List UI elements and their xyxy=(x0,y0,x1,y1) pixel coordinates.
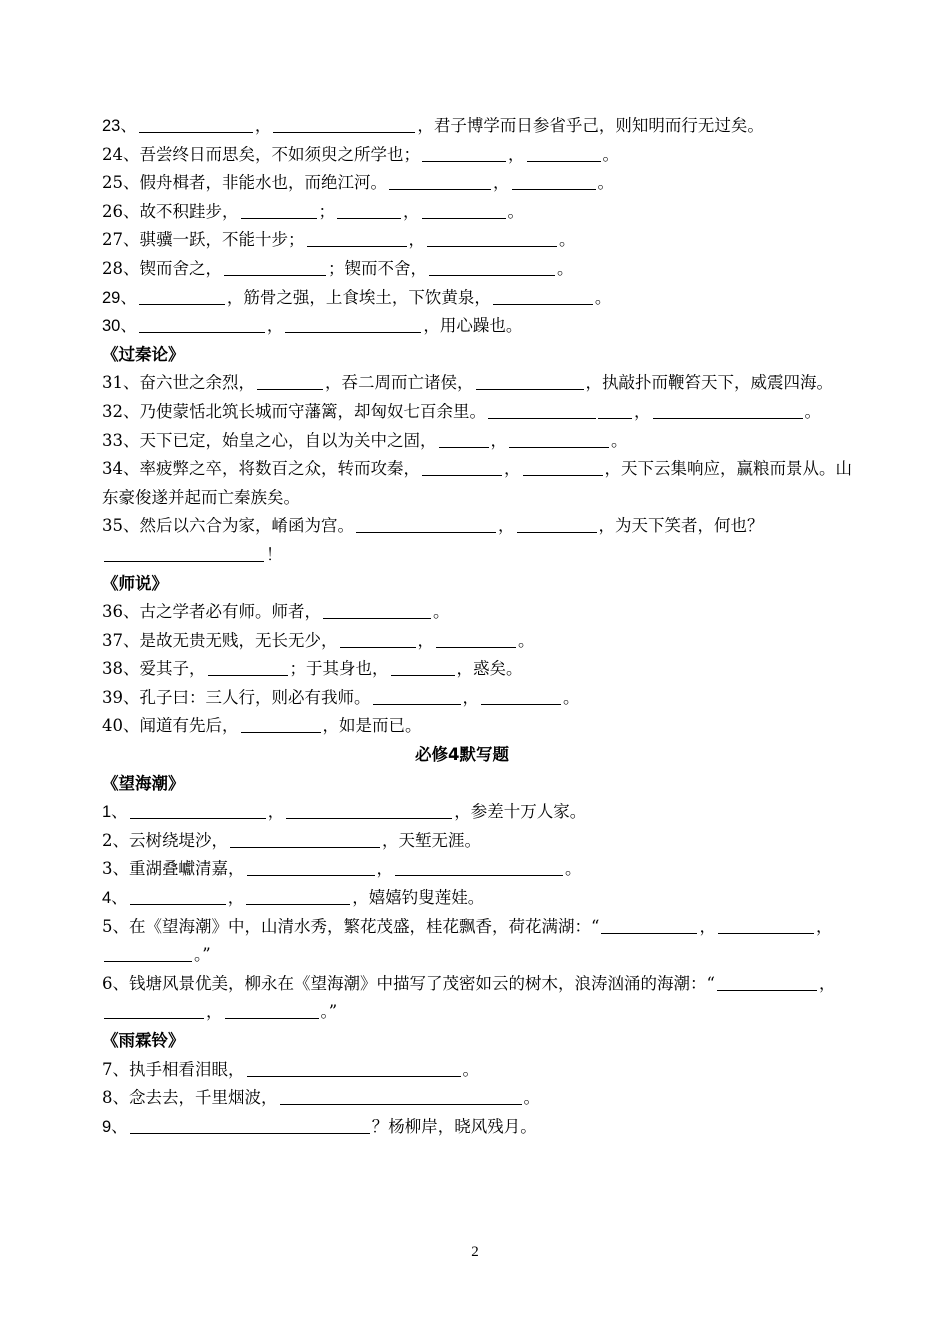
question-w2: 2、云树绕堤沙， ，天堑无涯。 xyxy=(102,830,481,850)
answer-blank[interactable] xyxy=(104,1001,204,1019)
answer-blank[interactable] xyxy=(373,687,461,705)
answer-blank[interactable] xyxy=(427,229,557,247)
answer-blank[interactable] xyxy=(481,687,561,705)
question-35: 35、然后以六合为家，崤函为宫。 ， ，为天下笑者，何也？！ xyxy=(102,516,764,564)
answer-blank[interactable] xyxy=(429,258,555,276)
question-30: 30、 ， ，用心躁也。 xyxy=(102,316,523,336)
question-w1: 1、 ， ，参差十万人家。 xyxy=(102,802,587,822)
section-title-yulinling: 《雨霖铃》 xyxy=(102,1031,185,1050)
answer-blank[interactable] xyxy=(436,629,516,647)
answer-blank[interactable] xyxy=(337,200,401,218)
section-title-wanghaichao: 《望海潮》 xyxy=(102,773,185,793)
answer-blank[interactable] xyxy=(241,715,321,733)
question-y9: 9、 ？杨柳岸，晓风残月。 xyxy=(102,1116,537,1136)
question-36: 36、古之学者必有师。师者， 。 xyxy=(102,602,450,622)
question-37: 37、是故无贵无贱，无长无少， ， 。 xyxy=(102,630,535,650)
answer-blank[interactable] xyxy=(395,858,563,876)
question-38: 38、爱其子， ；于其身也， ，惑矣。 xyxy=(102,659,523,679)
answer-blank[interactable] xyxy=(139,115,253,133)
question-23: 23、 ， ，君子博学而日参省乎己，则知明而行无过矣。 xyxy=(102,116,764,135)
section-title-shishuo: 《师说》 xyxy=(102,573,168,593)
question-32: 32、乃使蒙恬北筑长城而守藩篱，却匈奴七百余里。 ， 。 xyxy=(102,401,821,421)
answer-blank[interactable] xyxy=(247,858,375,876)
answer-blank[interactable] xyxy=(356,515,496,533)
answer-blank[interactable] xyxy=(230,830,380,848)
answer-blank[interactable] xyxy=(517,515,597,533)
answer-blank[interactable] xyxy=(527,143,601,161)
answer-blank[interactable] xyxy=(286,801,452,819)
question-34: 34、率疲弊之卒，将数百之众，转而攻秦， ， ，天下云集响应，赢粮而景从。山东豪俊遂并起而亡秦族矣。 xyxy=(102,459,852,507)
answer-blank[interactable] xyxy=(439,429,489,447)
question-40: 40、闻道有先后， ，如是而已。 xyxy=(102,716,422,736)
section-title-guoqinlun: 《过秦论》 xyxy=(102,344,185,364)
heading-bixiu4: 必修4默写题 xyxy=(415,745,509,765)
answer-blank[interactable] xyxy=(340,629,416,647)
question-24: 24、吾尝终日而思矣，不如须臾之所学也； ， 。 xyxy=(102,144,619,164)
answer-blank[interactable] xyxy=(104,944,192,962)
answer-blank[interactable] xyxy=(389,172,491,190)
question-28: 28、锲而舍之， ；锲而不舍， 。 xyxy=(102,258,574,278)
answer-blank[interactable] xyxy=(512,172,596,190)
answer-blank[interactable] xyxy=(476,372,584,390)
question-w3: 3、重湖叠巘清嘉， ， 。 xyxy=(102,859,582,879)
answer-blank[interactable] xyxy=(273,115,415,133)
answer-blank[interactable] xyxy=(422,143,506,161)
answer-blank[interactable] xyxy=(225,1001,319,1019)
question-y7: 7、执手相看泪眼， 。 xyxy=(102,1059,479,1079)
answer-blank[interactable] xyxy=(139,315,265,333)
answer-blank[interactable] xyxy=(130,1115,370,1133)
page-number: 2 xyxy=(471,1244,479,1260)
question-25: 25、假舟楫者，非能水也，而绝江河。 ， 。 xyxy=(102,173,614,193)
question-w4: 4、 ， ，嬉嬉钓叟莲娃。 xyxy=(102,888,485,908)
answer-blank[interactable] xyxy=(224,258,326,276)
answer-blank[interactable] xyxy=(488,401,596,419)
question-27: 27、骐骥一跃，不能十步； ， 。 xyxy=(102,230,576,250)
answer-blank[interactable] xyxy=(493,286,593,304)
answer-blank[interactable] xyxy=(208,658,288,676)
question-29: 29、 ，筋骨之强，上食埃土，下饮黄泉， 。 xyxy=(102,287,612,307)
answer-blank[interactable] xyxy=(391,658,455,676)
answer-blank[interactable] xyxy=(509,429,609,447)
answer-blank[interactable] xyxy=(718,915,814,933)
document-body xyxy=(102,112,862,1141)
answer-blank[interactable] xyxy=(653,401,803,419)
answer-blank[interactable] xyxy=(601,915,697,933)
answer-blank[interactable] xyxy=(422,200,506,218)
question-w6: 6、钱塘风景优美，柳永在《望海潮》中描写了茂密如云的树木，浪涛汹涌的海潮：“ ，， 。” xyxy=(102,973,836,1022)
answer-blank[interactable] xyxy=(422,458,502,476)
answer-blank[interactable] xyxy=(130,801,266,819)
answer-blank[interactable] xyxy=(241,200,317,218)
question-w5: 5、在《望海潮》中，山清水秀，繁花茂盛，桂花飘香，荷花满湖：“ ， ，。” xyxy=(102,916,833,965)
answer-blank[interactable] xyxy=(717,973,817,991)
answer-blank[interactable] xyxy=(280,1087,522,1105)
answer-blank[interactable] xyxy=(257,372,323,390)
answer-blank[interactable] xyxy=(307,229,407,247)
question-31: 31、奋六世之余烈， ，吞二周而亡诸侯， ，执敲扑而鞭笞天下，威震四海。 xyxy=(102,373,833,393)
answer-blank[interactable] xyxy=(130,887,226,905)
question-39: 39、孔子曰：三人行，则必有我师。 ， 。 xyxy=(102,687,580,707)
answer-blank[interactable] xyxy=(246,887,350,905)
answer-blank[interactable] xyxy=(247,1058,461,1076)
answer-blank[interactable] xyxy=(523,458,603,476)
question-y8: 8、念去去，千里烟波， 。 xyxy=(102,1088,540,1108)
question-26: 26、故不积跬步， ； ， 。 xyxy=(102,201,524,221)
question-33: 33、天下已定，始皇之心，自以为关中之固， ， 。 xyxy=(102,430,628,450)
answer-blank[interactable] xyxy=(104,544,264,562)
answer-blank[interactable] xyxy=(598,401,632,419)
answer-blank[interactable] xyxy=(285,315,421,333)
answer-blank[interactable] xyxy=(139,286,225,304)
answer-blank[interactable] xyxy=(323,601,431,619)
